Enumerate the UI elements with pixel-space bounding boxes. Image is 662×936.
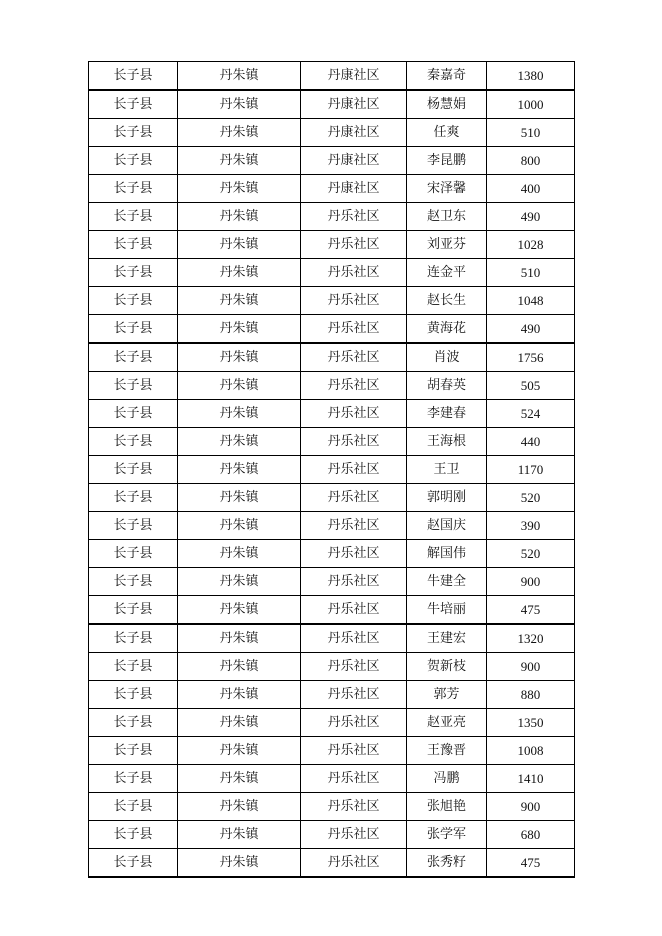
town-cell: 丹朱镇 <box>178 540 301 568</box>
town-cell: 丹朱镇 <box>178 849 301 878</box>
town-cell: 丹朱镇 <box>178 62 301 91</box>
person-name-cell: 牛培丽 <box>407 596 487 625</box>
town-cell: 丹朱镇 <box>178 765 301 793</box>
community-cell: 丹乐社区 <box>301 203 407 231</box>
community-cell: 丹乐社区 <box>301 372 407 400</box>
town-cell: 丹朱镇 <box>178 484 301 512</box>
county-cell: 长子县 <box>89 793 178 821</box>
person-name-cell: 贺新枝 <box>407 653 487 681</box>
person-name-cell: 王豫晋 <box>407 737 487 765</box>
table-row <box>89 596 575 625</box>
amount-cell: 524 <box>487 400 575 428</box>
table-row <box>89 540 575 568</box>
community-cell: 丹康社区 <box>301 119 407 147</box>
table-row <box>89 400 575 428</box>
community-cell: 丹乐社区 <box>301 231 407 259</box>
community-cell: 丹乐社区 <box>301 624 407 653</box>
amount-cell: 490 <box>487 315 575 344</box>
community-cell: 丹乐社区 <box>301 315 407 344</box>
person-name-cell: 杨慧娟 <box>407 90 487 119</box>
county-cell: 长子县 <box>89 231 178 259</box>
amount-cell: 440 <box>487 428 575 456</box>
county-cell: 长子县 <box>89 596 178 625</box>
community-cell: 丹乐社区 <box>301 456 407 484</box>
town-cell: 丹朱镇 <box>178 287 301 315</box>
table-row <box>89 737 575 765</box>
person-name-cell: 赵长生 <box>407 287 487 315</box>
amount-cell: 510 <box>487 119 575 147</box>
town-cell: 丹朱镇 <box>178 147 301 175</box>
table-row <box>89 287 575 315</box>
town-cell: 丹朱镇 <box>178 624 301 653</box>
town-cell: 丹朱镇 <box>178 793 301 821</box>
town-cell: 丹朱镇 <box>178 203 301 231</box>
town-cell: 丹朱镇 <box>178 653 301 681</box>
county-cell: 长子县 <box>89 90 178 119</box>
community-cell: 丹乐社区 <box>301 596 407 625</box>
table-row <box>89 343 575 372</box>
community-cell: 丹乐社区 <box>301 568 407 596</box>
person-name-cell: 郭芳 <box>407 681 487 709</box>
community-cell: 丹乐社区 <box>301 765 407 793</box>
county-cell: 长子县 <box>89 372 178 400</box>
town-cell: 丹朱镇 <box>178 821 301 849</box>
county-cell: 长子县 <box>89 709 178 737</box>
county-cell: 长子县 <box>89 147 178 175</box>
town-cell: 丹朱镇 <box>178 709 301 737</box>
amount-cell: 1380 <box>487 62 575 91</box>
table-row <box>89 203 575 231</box>
community-cell: 丹康社区 <box>301 62 407 91</box>
county-cell: 长子县 <box>89 343 178 372</box>
amount-cell: 490 <box>487 203 575 231</box>
county-cell: 长子县 <box>89 624 178 653</box>
table-row <box>89 653 575 681</box>
person-name-cell: 连金平 <box>407 259 487 287</box>
person-name-cell: 赵卫东 <box>407 203 487 231</box>
town-cell: 丹朱镇 <box>178 119 301 147</box>
community-cell: 丹康社区 <box>301 175 407 203</box>
table-row <box>89 568 575 596</box>
town-cell: 丹朱镇 <box>178 596 301 625</box>
community-cell: 丹乐社区 <box>301 681 407 709</box>
community-cell: 丹乐社区 <box>301 512 407 540</box>
table-row <box>89 175 575 203</box>
county-cell: 长子县 <box>89 315 178 344</box>
table-row <box>89 259 575 287</box>
person-name-cell: 冯鹏 <box>407 765 487 793</box>
amount-cell: 475 <box>487 596 575 625</box>
county-cell: 长子县 <box>89 821 178 849</box>
town-cell: 丹朱镇 <box>178 372 301 400</box>
community-cell: 丹乐社区 <box>301 793 407 821</box>
person-name-cell: 张秀籽 <box>407 849 487 878</box>
town-cell: 丹朱镇 <box>178 175 301 203</box>
amount-cell: 880 <box>487 681 575 709</box>
town-cell: 丹朱镇 <box>178 512 301 540</box>
person-name-cell: 李昆鹏 <box>407 147 487 175</box>
table-row <box>89 484 575 512</box>
amount-cell: 400 <box>487 175 575 203</box>
person-name-cell: 黄海花 <box>407 315 487 344</box>
person-name-cell: 赵亚亮 <box>407 709 487 737</box>
person-name-cell: 任爽 <box>407 119 487 147</box>
amount-cell: 900 <box>487 793 575 821</box>
table-row <box>89 849 575 878</box>
county-cell: 长子县 <box>89 737 178 765</box>
community-cell: 丹乐社区 <box>301 849 407 878</box>
person-name-cell: 肖波 <box>407 343 487 372</box>
town-cell: 丹朱镇 <box>178 343 301 372</box>
person-name-cell: 张旭艳 <box>407 793 487 821</box>
amount-cell: 900 <box>487 653 575 681</box>
community-cell: 丹乐社区 <box>301 653 407 681</box>
amount-cell: 900 <box>487 568 575 596</box>
town-cell: 丹朱镇 <box>178 737 301 765</box>
amount-cell: 520 <box>487 540 575 568</box>
county-cell: 长子县 <box>89 400 178 428</box>
county-cell: 长子县 <box>89 653 178 681</box>
table-row <box>89 624 575 653</box>
community-cell: 丹乐社区 <box>301 484 407 512</box>
county-cell: 长子县 <box>89 849 178 878</box>
town-cell: 丹朱镇 <box>178 456 301 484</box>
amount-cell: 1756 <box>487 343 575 372</box>
amount-cell: 1170 <box>487 456 575 484</box>
county-cell: 长子县 <box>89 484 178 512</box>
town-cell: 丹朱镇 <box>178 681 301 709</box>
town-cell: 丹朱镇 <box>178 568 301 596</box>
county-cell: 长子县 <box>89 62 178 91</box>
town-cell: 丹朱镇 <box>178 400 301 428</box>
person-name-cell: 王卫 <box>407 456 487 484</box>
table-row <box>89 231 575 259</box>
table-row <box>89 793 575 821</box>
county-cell: 长子县 <box>89 259 178 287</box>
person-name-cell: 宋泽馨 <box>407 175 487 203</box>
community-cell: 丹乐社区 <box>301 428 407 456</box>
person-name-cell: 王海根 <box>407 428 487 456</box>
table-row <box>89 765 575 793</box>
community-cell: 丹乐社区 <box>301 343 407 372</box>
amount-cell: 520 <box>487 484 575 512</box>
person-name-cell: 张学军 <box>407 821 487 849</box>
county-cell: 长子县 <box>89 512 178 540</box>
county-cell: 长子县 <box>89 456 178 484</box>
community-cell: 丹康社区 <box>301 147 407 175</box>
town-cell: 丹朱镇 <box>178 428 301 456</box>
amount-cell: 1048 <box>487 287 575 315</box>
town-cell: 丹朱镇 <box>178 259 301 287</box>
county-cell: 长子县 <box>89 681 178 709</box>
county-cell: 长子县 <box>89 765 178 793</box>
community-cell: 丹乐社区 <box>301 540 407 568</box>
community-cell: 丹乐社区 <box>301 737 407 765</box>
amount-cell: 1410 <box>487 765 575 793</box>
person-name-cell: 秦嘉奇 <box>407 62 487 91</box>
table-row <box>89 90 575 119</box>
town-cell: 丹朱镇 <box>178 231 301 259</box>
community-cell: 丹乐社区 <box>301 400 407 428</box>
county-cell: 长子县 <box>89 540 178 568</box>
table-row <box>89 315 575 344</box>
amount-cell: 1320 <box>487 624 575 653</box>
county-cell: 长子县 <box>89 175 178 203</box>
amount-cell: 475 <box>487 849 575 878</box>
data-table <box>88 61 575 878</box>
amount-cell: 680 <box>487 821 575 849</box>
county-cell: 长子县 <box>89 119 178 147</box>
county-cell: 长子县 <box>89 287 178 315</box>
table-row <box>89 119 575 147</box>
community-cell: 丹乐社区 <box>301 287 407 315</box>
table-row <box>89 456 575 484</box>
amount-cell: 1028 <box>487 231 575 259</box>
table-row <box>89 709 575 737</box>
person-name-cell: 李建春 <box>407 400 487 428</box>
community-cell: 丹乐社区 <box>301 709 407 737</box>
person-name-cell: 牛建全 <box>407 568 487 596</box>
amount-cell: 510 <box>487 259 575 287</box>
community-cell: 丹康社区 <box>301 90 407 119</box>
table-body <box>89 62 575 878</box>
county-cell: 长子县 <box>89 428 178 456</box>
person-name-cell: 赵国庆 <box>407 512 487 540</box>
person-name-cell: 王建宏 <box>407 624 487 653</box>
town-cell: 丹朱镇 <box>178 90 301 119</box>
table-row <box>89 372 575 400</box>
community-cell: 丹乐社区 <box>301 821 407 849</box>
table-row <box>89 821 575 849</box>
table-row <box>89 681 575 709</box>
community-cell: 丹乐社区 <box>301 259 407 287</box>
amount-cell: 800 <box>487 147 575 175</box>
amount-cell: 1000 <box>487 90 575 119</box>
table-row <box>89 428 575 456</box>
table-row <box>89 62 575 91</box>
town-cell: 丹朱镇 <box>178 315 301 344</box>
person-name-cell: 刘亚芬 <box>407 231 487 259</box>
amount-cell: 1008 <box>487 737 575 765</box>
table-row <box>89 512 575 540</box>
amount-cell: 390 <box>487 512 575 540</box>
table-row <box>89 147 575 175</box>
amount-cell: 505 <box>487 372 575 400</box>
person-name-cell: 胡春英 <box>407 372 487 400</box>
amount-cell: 1350 <box>487 709 575 737</box>
person-name-cell: 解国伟 <box>407 540 487 568</box>
county-cell: 长子县 <box>89 568 178 596</box>
person-name-cell: 郭明刚 <box>407 484 487 512</box>
county-cell: 长子县 <box>89 203 178 231</box>
